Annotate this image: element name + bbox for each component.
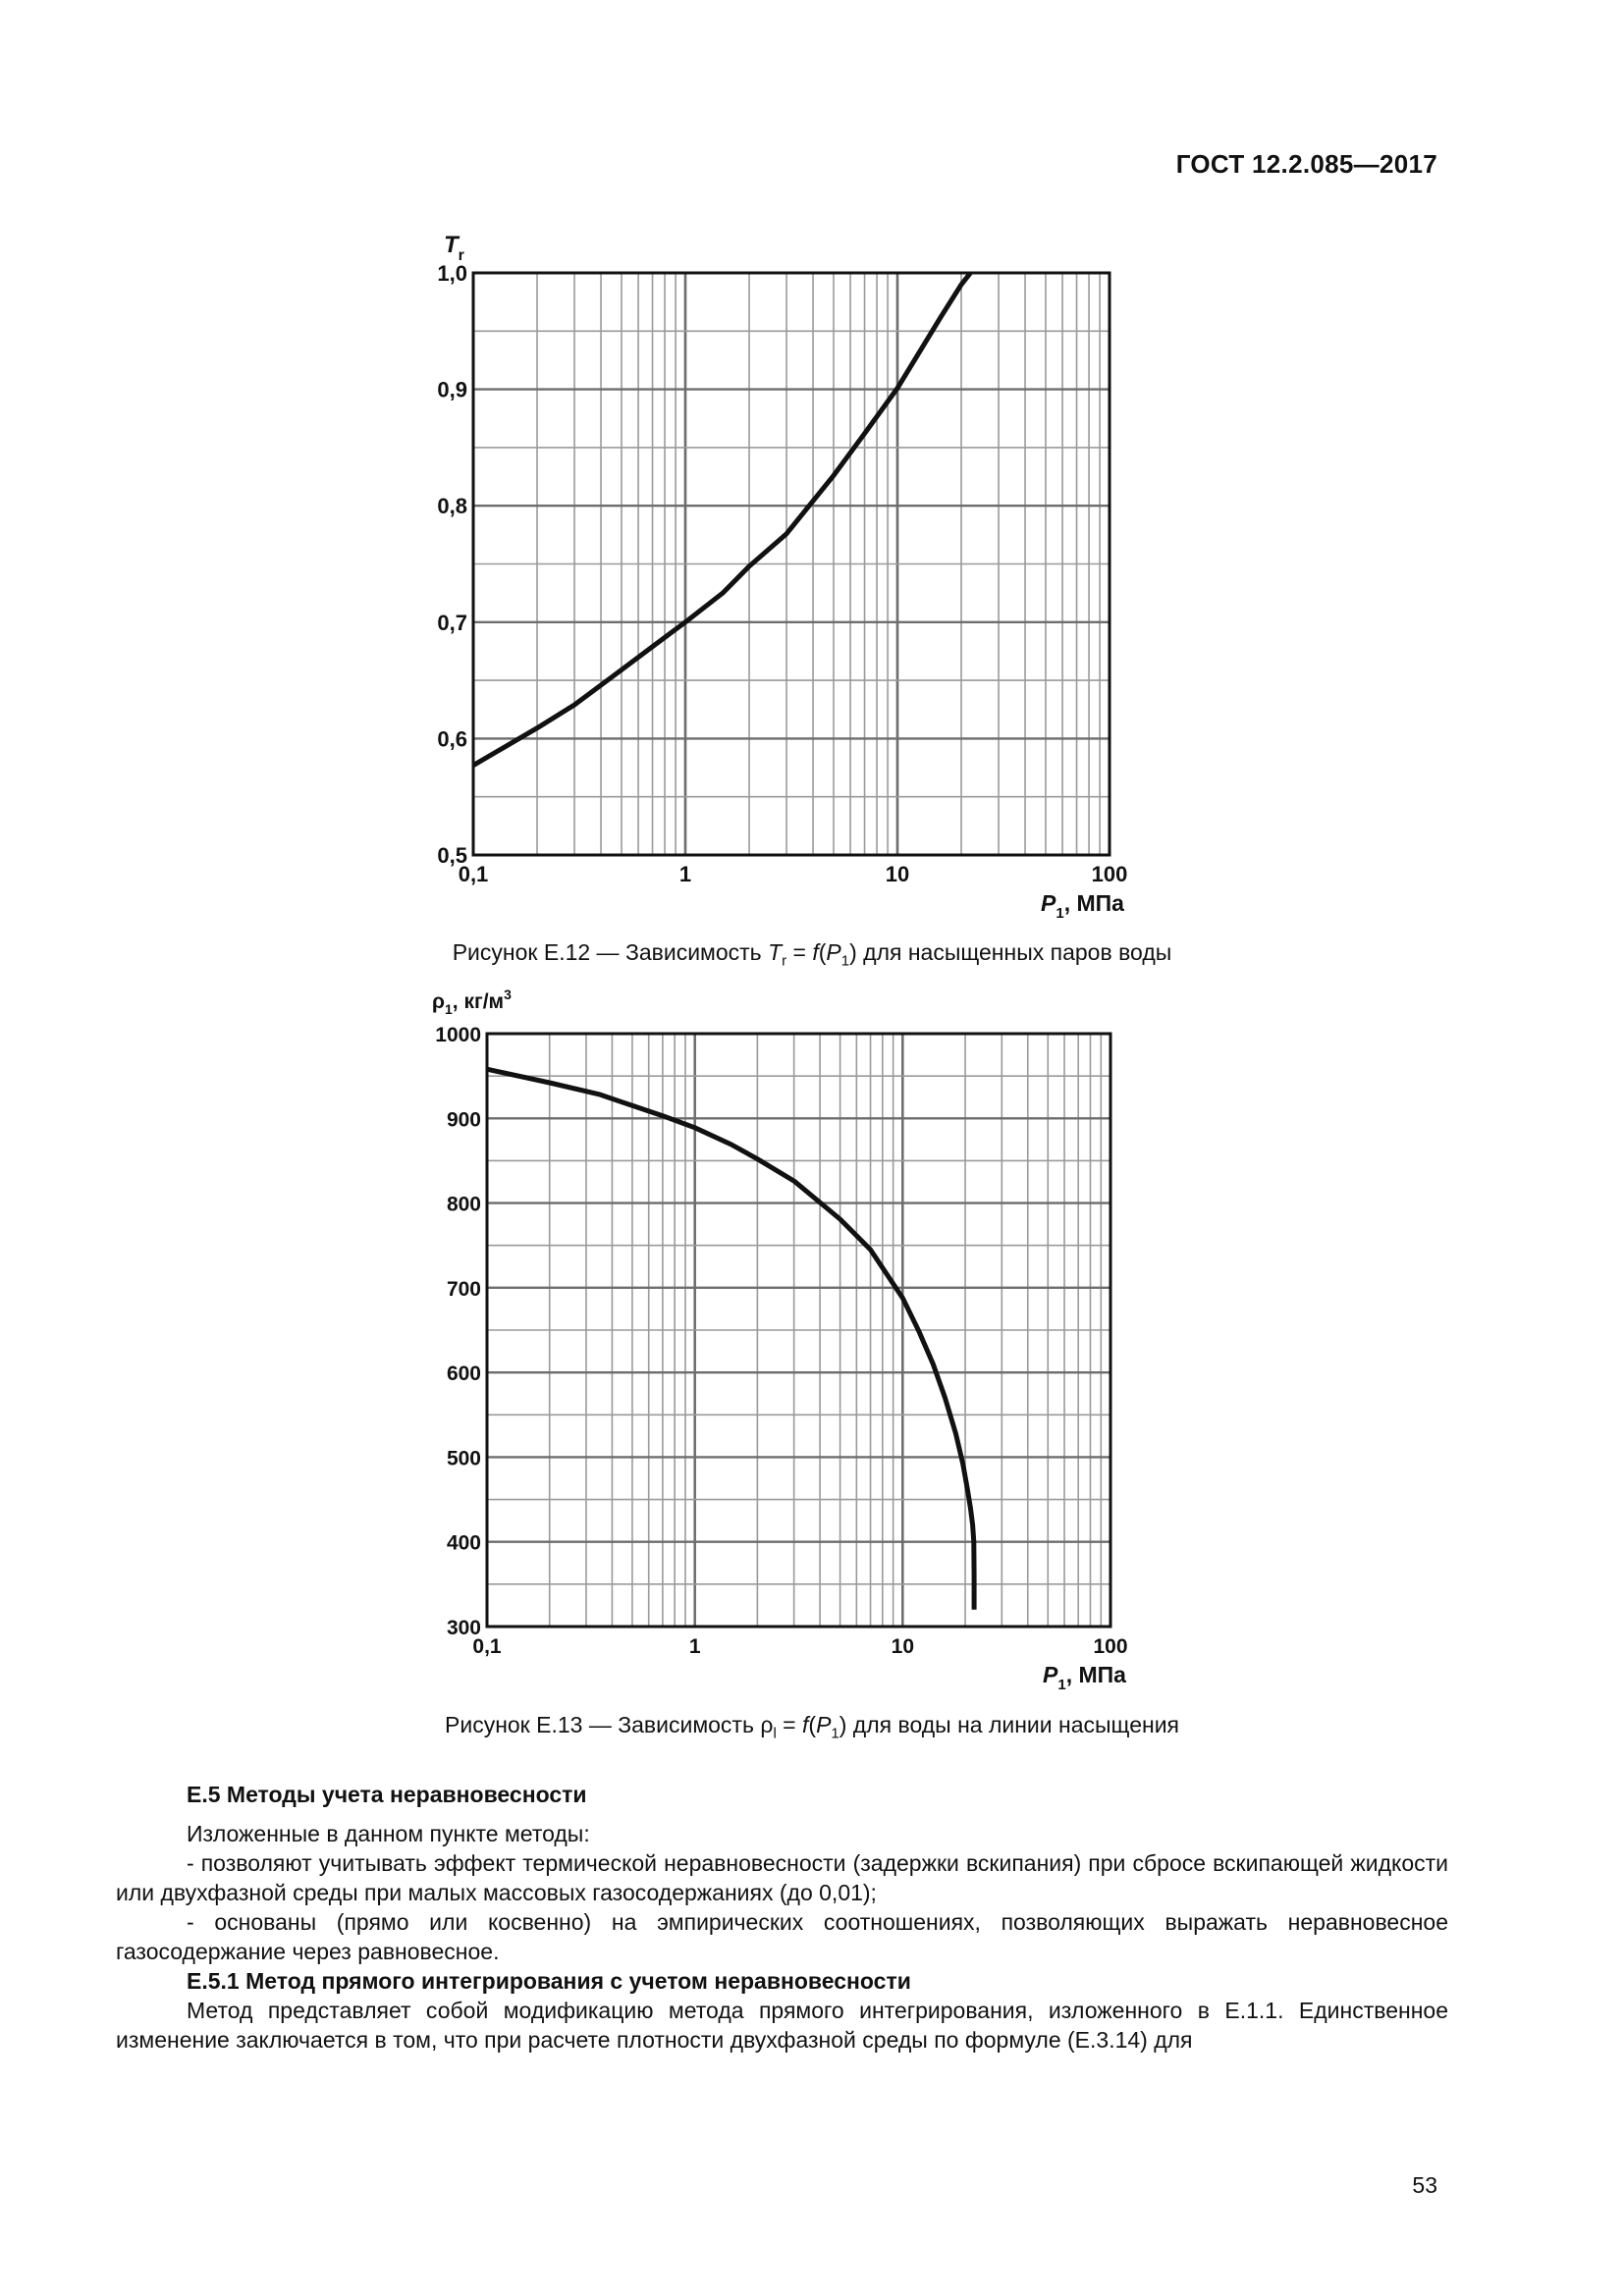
y-tick-label: 0,7 [437, 610, 467, 635]
x-tick-label: 1 [688, 1635, 701, 1658]
chart2-grid [487, 1034, 1110, 1627]
bullet-item: - позволяют учитывать эффект термической неравновесности (задержки вскипания) при сбросе вскипающей жидкости или двухфазной среды при малых массовых газосодержаниях (до 0,01); [116, 1850, 1448, 1905]
intro-line: Изложенные в данном пункте методы: [187, 1821, 590, 1846]
chart-tr-vs-p1 [0, 0, 1624, 942]
x-tick-label: 0,1 [472, 1635, 502, 1658]
chart2-x-label: $P_1$, МПа [1043, 1662, 1126, 1693]
chart1-y-ticks [437, 261, 467, 868]
y-tick-label: 300 [446, 1617, 481, 1639]
y-tick-label: 500 [446, 1447, 481, 1470]
y-tick-label: 1,0 [437, 261, 467, 286]
bullet-item: - основаны (прямо или косвенно) на эмпирических соотношениях, позволяющих выражать неравновесное газосодержание через равновесное. [116, 1909, 1448, 1964]
chart1-x-ticks [459, 862, 1128, 886]
y-tick-label: 0,6 [437, 726, 467, 752]
paragraph: Метод представляет собой модификацию метода прямого интегрирования, изложенного в Е.1.1. Единственное изменение заключается в том, что при расчете плотности двухфазной среды по формуле (Е.3.14) для [116, 1998, 1448, 2053]
y-tick-label: 0,9 [437, 377, 467, 402]
y-tick-label: 400 [446, 1531, 481, 1555]
y-tick-label: 0,8 [437, 494, 467, 519]
x-tick-label: 1 [678, 862, 692, 886]
standard-number: ГОСТ 12.2.085—2017 [1175, 149, 1437, 179]
figure13-caption: Рисунок Е.13 — Зависимость $\rho_l = f(P_1)$ для воды на линии насыщения [445, 1712, 1179, 1742]
chart-rho-vs-p1 [0, 982, 1624, 1698]
section-e5 [116, 1780, 1448, 2055]
y-tick-label: 900 [446, 1108, 481, 1132]
x-tick-label: 10 [885, 862, 910, 886]
chart1-y-label: $T_r$ [444, 232, 464, 264]
y-tick-label: 800 [446, 1193, 481, 1216]
y-tick-label: 1000 [435, 1024, 481, 1046]
chart2-y-label: $\rho_1$, $кг/м^3$ [432, 987, 512, 1017]
x-tick-label: 10 [891, 1635, 915, 1658]
x-tick-label: 100 [1093, 1635, 1128, 1658]
chart2-curve [487, 1069, 974, 1610]
section-heading: Е.5 Методы учета неравновесности [187, 1782, 587, 1807]
chart2-y-ticks [435, 1024, 481, 1639]
page-number: 53 [1412, 2172, 1437, 2198]
x-tick-label: 0,1 [458, 862, 489, 886]
y-tick-label: 700 [446, 1277, 481, 1301]
chart2-x-ticks [472, 1635, 1127, 1658]
chart1-x-label: $P_1$, МПа [1041, 890, 1124, 922]
x-tick-label: 100 [1091, 862, 1128, 886]
figure12-caption: Рисунок Е.12 — Зависимость $T_r = f(P_1)$ для насыщенных паров воды [452, 939, 1172, 970]
y-tick-label: 600 [446, 1362, 481, 1386]
chart1-grid [473, 273, 1110, 855]
chart1-curve [473, 273, 970, 766]
subsection-heading: Е.5.1 Метод прямого интегрирования с учетом неравновесности [187, 1968, 911, 1994]
y-tick-label: 0,5 [437, 843, 467, 868]
